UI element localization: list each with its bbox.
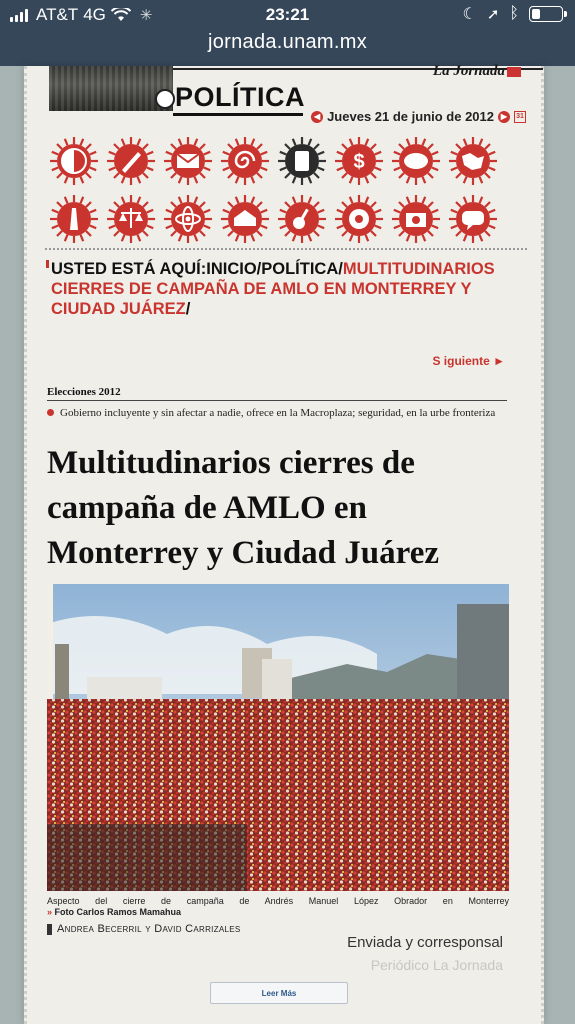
breadcrumb-marker [46, 260, 49, 268]
icon-row-1 [49, 136, 509, 186]
article-headline: Multitudinarios cierres de campaña de AMLO en Monterrey y Ciudad Juárez [47, 445, 439, 571]
location-arrow-icon: ➚ [486, 6, 500, 23]
url-bar[interactable]: jornada.unam.mx [207, 31, 368, 53]
arrow-icon: » [47, 907, 55, 917]
battery-icon [529, 6, 563, 22]
subhead-text: Gobierno incluyente y sin afectar a nadie, ofrece en la Macroplaza; seguridad, en la urbe fronteriza [60, 407, 496, 419]
deportes-icon[interactable] [334, 194, 384, 244]
section-icons-grid [49, 136, 509, 252]
breadcrumb-separator: / [185, 300, 191, 318]
estados-icon[interactable] [448, 136, 498, 186]
section-title: POLÍTICA [175, 82, 305, 112]
byline-bar [47, 924, 52, 935]
bluetooth-icon: ᛒ [509, 5, 519, 22]
moon-icon: ☾ [462, 6, 477, 23]
justicia-icon[interactable] [106, 194, 156, 244]
status-bar [0, 0, 575, 30]
clock: 23:21 [265, 5, 310, 24]
photo-credit-text: Foto Carlos Ramos Mamahua [54, 907, 182, 917]
section-underline [173, 113, 303, 116]
capital-icon[interactable] [49, 194, 99, 244]
economia-icon[interactable] [277, 136, 327, 186]
calendar-icon[interactable]: 31 [514, 111, 526, 123]
status-right [462, 4, 563, 24]
photo-caption: Aspecto del cierre de campaña de Andrés Manuel López Obrador en Monterrey [47, 896, 509, 906]
finanzas-icon[interactable] [334, 136, 384, 186]
sent-note: Enviada y corresponsal [347, 934, 503, 951]
prev-day-icon[interactable]: ◀ [311, 111, 323, 123]
ciencias-icon[interactable] [163, 194, 213, 244]
bullet-icon [47, 409, 54, 416]
correo-icon[interactable] [163, 136, 213, 186]
cartones-icon[interactable] [448, 194, 498, 244]
breadcrumb [51, 259, 511, 319]
date-nav [311, 109, 526, 124]
source-label: Periódico La Jornada [370, 957, 503, 973]
article-photo[interactable] [47, 584, 509, 891]
cultura-icon[interactable] [220, 194, 270, 244]
politica-icon[interactable] [49, 136, 99, 186]
breadcrumb-separator: / [256, 260, 262, 278]
browser-chrome [0, 0, 575, 66]
byline [47, 923, 241, 935]
issue-date: Jueves 21 de junio de 2012 [327, 109, 494, 124]
loading-icon: ✳ [139, 7, 153, 24]
breadcrumb-prefix: USTED ESTÁ AQUÍ: [51, 260, 207, 278]
mundo-icon[interactable] [220, 136, 270, 186]
section-bullet-icon [155, 89, 175, 109]
read-more-button[interactable]: Leer Más [210, 982, 348, 1004]
site-logo[interactable]: La Jornada [433, 63, 521, 80]
svg-text:$: $ [353, 151, 365, 173]
masthead-photo [49, 66, 173, 111]
separator [45, 248, 527, 250]
breadcrumb-section-link[interactable]: POLÍTICA [261, 260, 339, 278]
breadcrumb-separator: / [338, 260, 343, 278]
photo-credit [47, 907, 181, 917]
article-subhead [47, 406, 507, 420]
crowd-photo-illustration [47, 584, 509, 891]
article-kicker: Elecciones 2012 [47, 386, 121, 398]
espectaculos-icon[interactable] [277, 194, 327, 244]
kicker-rule [47, 400, 507, 401]
carrier-label: AT&T [36, 5, 79, 24]
network-label: 4G [83, 5, 106, 24]
fotografia-icon[interactable] [391, 194, 441, 244]
byline-text: Andrea Becerril y David Carrizales [57, 923, 241, 935]
breadcrumb-home-link[interactable]: INICIO [206, 260, 257, 278]
icon-row-2 [49, 194, 509, 244]
newspaper-page [24, 63, 544, 1024]
internacional-icon[interactable] [391, 136, 441, 186]
opinion-icon[interactable] [106, 136, 156, 186]
breadcrumb-current: MULTITUDINARIOS CIERRES DE CAMPAÑA DE AMLO EN MONTERREY Y CIUDAD JUÁREZ [51, 260, 495, 318]
next-day-icon[interactable]: ▶ [498, 111, 510, 123]
next-article-link[interactable]: S iguiente ► [432, 354, 505, 368]
